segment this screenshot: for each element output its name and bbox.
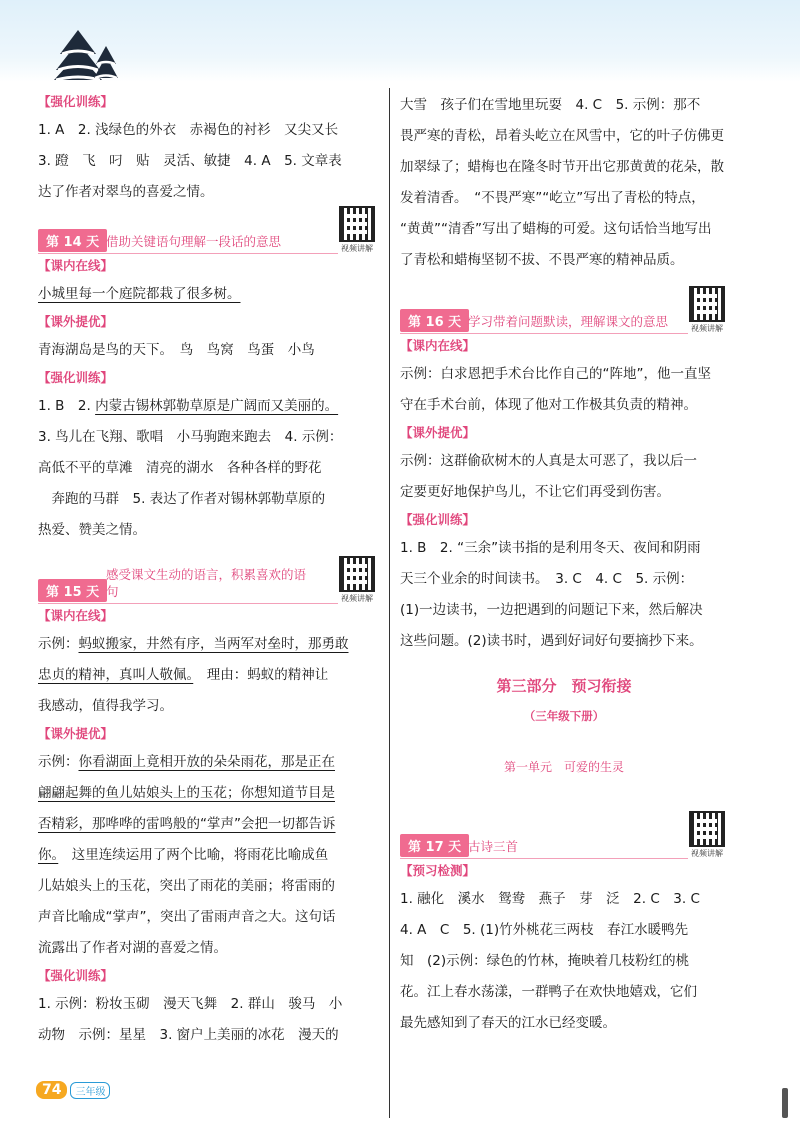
answer-line (38, 840, 378, 871)
day-title: 感受课文生动的语言，积累喜欢的语句 (106, 567, 307, 599)
answer-text: 1. B 2. (38, 398, 96, 414)
day-underline (400, 858, 688, 859)
day-underline (38, 253, 338, 254)
qr-code-icon (339, 206, 375, 242)
section-tag: 【课外提优】 (38, 726, 114, 741)
section-tag: 【课外提优】 (38, 314, 114, 329)
answer-line (38, 660, 378, 691)
answer-line: 畏严寒的青松，昂着头屹立在风雪中，它的叶子仿佛更 (400, 128, 724, 144)
answer-text: 理由：蚂蚁的精神让 (193, 667, 329, 683)
answer-line: 1. 示例：粉妆玉砌 漫天飞舞 2. 群山 骏马 小 (38, 996, 343, 1012)
answer-line: 3. 蹬 飞 叼 贴 灵活、敏捷 4. A 5. 文章表 (38, 153, 342, 169)
underlined-answer: 你看湖面上竟相开放的朵朵雨花，那是正在 (78, 754, 335, 770)
underlined-answer: 忠贞的精神，真叫人敬佩。 (38, 667, 194, 683)
day-badge: 第 16 天 (400, 309, 469, 332)
answer-line: 1. 融化 溪水 鸳鸯 燕子 芽 泛 2. C 3. C (400, 891, 700, 907)
day-badge: 第 14 天 (38, 229, 107, 252)
underlined-answer: 你。 (38, 847, 59, 863)
qr-code-icon (339, 556, 375, 592)
answer-line: “黄黄”“清香”写出了蜡梅的可爱。这句话恰当地写出 (400, 221, 712, 237)
answer-line: 花。江上春水荡漾，一群鸭子在欢快地嬉戏，它们 (400, 984, 697, 1000)
answer-line: 翩翩起舞的鱼儿姑娘头上的玉花；你想知道节目是 (38, 785, 335, 801)
answer-line: 奔跑的马群 5. 表达了作者对锡林郭勒草原的 (38, 491, 326, 507)
right-column (400, 90, 728, 1039)
qr-code[interactable] (336, 556, 378, 604)
day-underline (400, 333, 688, 334)
answer-line: 1. A 2. 浅绿色的外衣 赤褐色的衬衫 又尖又长 (38, 122, 339, 138)
header-band (0, 0, 800, 82)
answer-line: 加翠绿了；蜡梅也在隆冬时节开出它那黄黄的花朵，散 (400, 159, 724, 175)
section-tag: 【强化训练】 (400, 512, 476, 527)
day-15-header (38, 550, 378, 604)
answer-line: 声音比喻成“掌声”，突出了雷雨声音之大。这句话 (38, 909, 336, 925)
answer-line: 流露出了作者对湖的喜爱之情。 (38, 940, 227, 956)
left-column (38, 90, 378, 1051)
qr-code[interactable] (686, 811, 728, 859)
answer-line: 最先感知到了春天的江水已经变暖。 (400, 1015, 616, 1031)
qr-code-icon (689, 811, 725, 847)
answer-line: 定要更好地保护鸟儿，不让它们再受到伤害。 (400, 484, 670, 500)
answer-line: 动物 示例：星星 3. 窗户上美丽的冰花 漫天的 (38, 1027, 339, 1043)
answer-line: 示例：这群偷砍树木的人真是太可恶了，我以后一 (400, 453, 697, 469)
answer-line: 天三个业余的时间读书。 3. C 4. C 5. 示例： (400, 571, 694, 587)
answer-line: 高低不平的草滩 清亮的湖水 各种各样的野花 (38, 460, 322, 476)
page-number (36, 1081, 110, 1099)
day-badge: 第 15 天 (38, 579, 107, 602)
page-edge-mark (782, 1088, 788, 1118)
answer-line (38, 629, 378, 660)
qr-code-icon (689, 286, 725, 322)
day-16-header (400, 280, 728, 334)
section-tag: 【课内在线】 (38, 608, 114, 623)
section-tag: 【强化训练】 (38, 94, 114, 109)
section-tag: 【强化训练】 (38, 968, 114, 983)
section-tag: 【课内在线】 (400, 338, 476, 353)
snow-tree-icon (50, 28, 120, 84)
underlined-answer: 内蒙古锡林郭勒草原是广阔而又美丽的。 (95, 398, 339, 414)
answer-line (38, 391, 378, 422)
answer-line: 知 (2)示例：绿色的竹林，掩映着几枝粉红的桃 (400, 953, 690, 969)
qr-label: 视频讲解 (341, 594, 373, 603)
day-underline (38, 603, 338, 604)
section-tag: 【预习检测】 (400, 863, 476, 878)
answer-line: 青海湖岛是鸟的天下。 鸟 鸟窝 鸟蛋 小鸟 (38, 342, 315, 358)
qr-code[interactable] (336, 206, 378, 254)
grade-label: 三年级 (70, 1082, 110, 1099)
answer-text: 示例： (38, 636, 79, 652)
page-number-badge: 74 (36, 1081, 67, 1099)
day-14-header (38, 212, 378, 254)
section-tag: 【课内在线】 (38, 258, 114, 273)
answer-text: 这里连续运用了两个比喻，将雨花比喻成鱼 (58, 847, 329, 863)
answer-line: 儿姑娘头上的玉花，突出了雨花的美丽；将雷雨的 (38, 878, 335, 894)
answer-line: 这些问题。(2)读书时，遇到好词好句要摘抄下来。 (400, 633, 703, 649)
part-title: 第三部分 预习衔接 (496, 677, 632, 695)
answer-line: 我感动，值得我学习。 (38, 698, 173, 714)
answer-line: 否精彩，那哗哗的雷鸣般的“掌声”会把一切都告诉 (38, 816, 336, 832)
answer-line: 守在手术台前，体现了他对工作极其负责的精神。 (400, 397, 697, 413)
section-tag: 【课外提优】 (400, 425, 476, 440)
section-tag: 【强化训练】 (38, 370, 114, 385)
underlined-answer: 蚂蚁搬家，井然有序，当两军对垒时，那勇敢 (78, 636, 349, 652)
answer-line (38, 747, 378, 778)
qr-label: 视频讲解 (691, 849, 723, 858)
answer-line: 热爱、赞美之情。 (38, 522, 146, 538)
day-badge: 第 17 天 (400, 834, 469, 857)
day-title: 学习带着问题默读，理解课文的意思 (468, 314, 669, 329)
answer-text: 示例： (38, 754, 79, 770)
answer-line: 3. 鸟儿在飞翔、歌唱 小马驹跑来跑去 4. 示例： (38, 429, 343, 445)
qr-label: 视频讲解 (341, 244, 373, 253)
column-divider (389, 88, 390, 1118)
day-title: 古诗三首 (468, 839, 519, 854)
answer-line: 大雪 孩子们在雪地里玩耍 4. C 5. 示例：那不 (400, 97, 701, 113)
qr-code[interactable] (686, 286, 728, 334)
answer-line: 4. A C 5. (1)竹外桃花三两枝 春江水暖鸭先 (400, 922, 689, 938)
unit-title: 第一单元 可爱的生灵 (503, 760, 624, 774)
answer-line: 达了作者对翠鸟的喜爱之情。 (38, 184, 214, 200)
part-subtitle: （三年级下册） (523, 709, 605, 723)
day-17-header (400, 805, 728, 859)
qr-label: 视频讲解 (691, 324, 723, 333)
answer-line: 小城里每一个庭院都栽了很多树。 (38, 286, 241, 302)
answer-line: 了青松和蜡梅坚韧不拔、不畏严寒的精神品质。 (400, 252, 684, 268)
answer-line: 1. B 2. “三余”读书指的是利用冬天、夜间和阴雨 (400, 540, 701, 556)
answer-line: 示例：白求恩把手术台比作自己的“阵地”，他一直坚 (400, 366, 711, 382)
answer-line: (1)一边读书，一边把遇到的问题记下来，然后解决 (400, 602, 703, 618)
answer-line: 发着清香。 “不畏严寒”“屹立”写出了青松的特点， (400, 190, 705, 206)
day-title: 借助关键语句理解一段话的意思 (106, 234, 282, 249)
